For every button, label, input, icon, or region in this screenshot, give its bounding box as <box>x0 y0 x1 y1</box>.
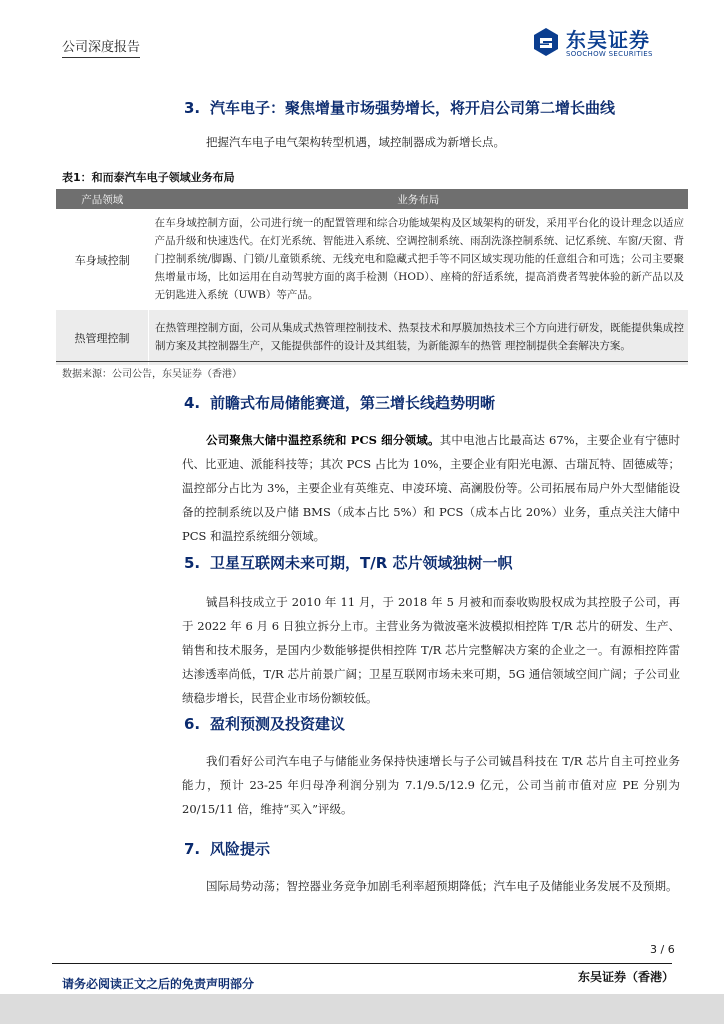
section-3-heading <box>184 97 615 118</box>
section-4-lead: 公司聚焦大储中温控系统和 PCS 细分领域。 <box>206 433 440 447</box>
table-cell-description: 在热管理控制方面，公司从集成式热管理控制技术、热泵技术和厚膜加热技术三个方向进行研发，既能提供集成控制方案及其控制器生产，又能提供部件的设计及其组装，为新能源车的热管 理控制提供全套解决方案。 <box>149 310 689 365</box>
section-5-body: 铖昌科技成立于 2010 年 11 月，于 2018 年 5 月被和而泰收购股权成为其控股子公司，再于 2022 年 6 月 6 日独立拆分上市。主营业务为微波毫米波模拟相控阵 T/R 芯片的研发、生产、销售和技术服务，是国内少数能够提供相控阵 T/R 芯片完整解决方案的企业之一。有源相控阵雷达渗透率尚低，T/R 芯片前景广阔；卫星互联网市场未来可期，5G 通信领域空间广阔；子公司业绩稳步增长，民营企业市场份额较低。 <box>182 595 680 705</box>
business-layout-table <box>56 189 688 365</box>
section-4-body <box>182 428 680 548</box>
table-header-row <box>56 189 688 209</box>
section-6-title: 盈利预测及投资建议 <box>210 715 346 733</box>
section-3-number: 3. <box>184 99 201 117</box>
section-7-heading <box>184 838 270 859</box>
section-5-number: 5. <box>184 554 201 572</box>
table-cell-category: 车身域控制 <box>56 209 149 310</box>
section-7-number: 7. <box>184 840 201 858</box>
section-4-number: 4. <box>184 394 201 412</box>
table-title: 表1：和而泰汽车电子领域业务布局 <box>62 171 235 184</box>
section-4-heading <box>184 392 495 413</box>
section-7-title: 风险提示 <box>210 840 271 858</box>
report-type-label: 公司深度报告 <box>62 36 140 58</box>
footer-disclaimer: 请务必阅读正文之后的免责声明部分 <box>62 977 255 991</box>
section-5-heading <box>184 552 513 573</box>
section-5-title: 卫星互联网未来可期，T/R 芯片领域独树一帜 <box>210 554 513 572</box>
section-6-body: 我们看好公司汽车电子与储能业务保持快速增长与子公司铖昌科技在 T/R 芯片自主可控业务能力，预计 23-25 年归母净利润分别为 7.1/9.5/12.9 亿元，公司当前市值对应 PE 分别为 20/15/11 倍，维持“买入”评级。 <box>182 754 680 816</box>
logo-english-name: SOOCHOW SECURITIES <box>566 50 653 58</box>
page-number: 3 / 6 <box>650 943 675 956</box>
section-4-title: 前瞻式布局储能赛道，第三增长线趋势明晰 <box>210 394 496 412</box>
company-logo <box>530 24 670 60</box>
table-header-layout: 业务布局 <box>149 189 689 209</box>
footer-rule <box>52 963 672 964</box>
footer-bar <box>0 994 724 1024</box>
section-3-intro: 把握汽车电子电气架构转型机遇，域控制器成为新增长点。 <box>206 135 505 149</box>
table-header-category: 产品领域 <box>56 189 149 209</box>
logo-chinese-name: 东吴证券 <box>566 28 650 52</box>
footer-brand: 东吴证券（香港） <box>578 970 675 984</box>
soochow-logo-icon <box>530 26 562 58</box>
table-cell-description: 在车身域控制方面，公司进行统一的配置管理和综合功能域架构及区域架构的研发，采用平台化的设计理念以适应产品升级和快速迭代。在灯光系统、智能进入系统、空调控制系统、雨刮洗涤控制系统、记忆系统、车窗/天窗、背门控制系统/脚踢、门锁/儿童锁系统、无线充电和隐藏式把手等不同区域实现功能的任意组合和可选；公司主要聚焦增量市场，比如运用在自动驾驶方面的离手检测（HOD）、座椅的舒适系统，提高消费者驾驶体验的新产品以及无钥匙进入系统（UWB）等产品。 <box>149 209 689 310</box>
section-4-text: 其中电池占比最高达 67%，主要企业有宁德时代、比亚迪、派能科技等；其次 PCS 占比为 10%，主要企业有阳光电源、古瑞瓦特、固德威等；温控部分占比为 3%，主要企业有英维克、申凌环境、高澜股份等。公司拓展布局户外大型储能设备的控制系统以及户储 BMS（成本占比 5%）和 PCS（成本占比 20%）业务，重点关注大储中 PCS 和温控系统细分领域。 <box>182 433 680 543</box>
table-source: 数据来源：公司公告，东吴证券（香港） <box>62 369 242 380</box>
section-7-body: 国际局势动荡；智控器业务竞争加剧毛利率超预期降低；汽车电子及储能业务发展不及预期。 <box>206 879 678 893</box>
table-row <box>56 310 688 365</box>
table-bottom-rule <box>56 361 688 362</box>
section-3-title: 汽车电子：聚焦增量市场强势增长，将开启公司第二增长曲线 <box>210 99 616 117</box>
section-6-number: 6. <box>184 715 201 733</box>
table-row <box>56 209 688 310</box>
section-6-heading <box>184 713 345 734</box>
table-cell-category: 热管理控制 <box>56 310 149 365</box>
